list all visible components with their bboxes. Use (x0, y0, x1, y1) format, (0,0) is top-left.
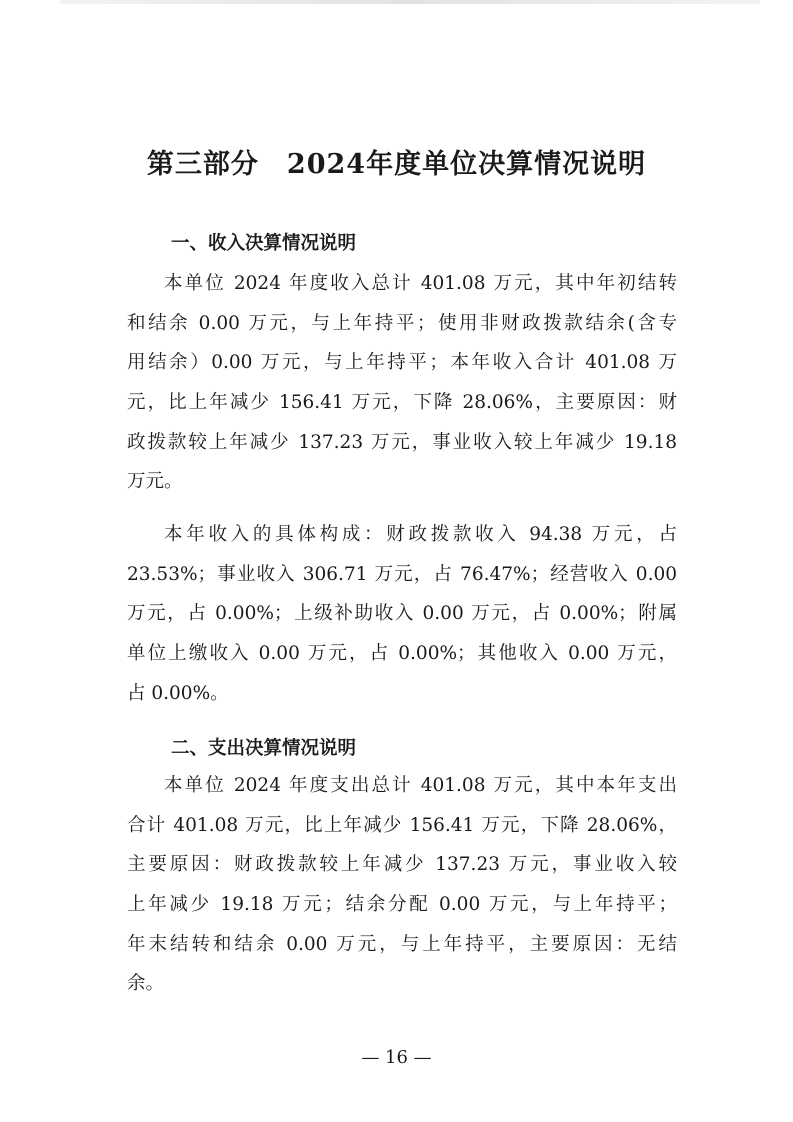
text-line: 主要原因：财政拨款较上年减少 137.23 万元，事业收入较 (127, 854, 677, 876)
text-line: 和结余 0.00 万元，与上年持平；使用非财政拨款结余(含专 (127, 312, 677, 334)
paragraph-income-composition (127, 515, 677, 713)
text-line: 本单位 2024 年度收入总计 401.08 万元，其中年初结转 (164, 273, 677, 294)
text-line: 单位上缴收入 0.00 万元，占 0.00%；其他收入 0.00 万元， (127, 643, 677, 665)
text-line: 元，比上年减少 156.41 万元，下降 28.06%，主要原因：财 (127, 392, 677, 414)
text-line: 本年收入的具体构成：财政拨款收入 94.38 万元，占 (164, 524, 677, 545)
text-line: 23.53%；事业收入 306.71 万元，占 76.47%；经营收入 0.00 (127, 563, 677, 585)
text-line: 用结余）0.00 万元，与上年持平；本年收入合计 401.08 万 (127, 352, 677, 374)
text-line: 年末结转和结余 0.00 万元，与上年持平，主要原因：无结 (127, 933, 677, 955)
section-heading-income: 一、收入决算情况说明 (171, 233, 357, 254)
text-line: 占 0.00%。 (127, 682, 229, 704)
text-line: 政拨款较上年减少 137.23 万元，事业收入较上年减少 19.18 (127, 431, 677, 453)
paragraph-expenditure-summary (127, 766, 677, 1004)
scan-top-edge (60, 0, 760, 4)
text-line: 合计 401.08 万元，比上年减少 156.41 万元，下降 28.06%， (127, 814, 677, 836)
paragraph-income-summary (127, 264, 677, 502)
page-number: — 16 — (361, 1047, 432, 1068)
section-heading-expenditure: 二、支出决算情况说明 (171, 738, 357, 759)
text-line: 上年减少 19.18 万元；结余分配 0.00 万元，与上年持平； (127, 894, 677, 916)
text-line: 万元，占 0.00%；上级补助收入 0.00 万元，占 0.00%；附属 (127, 603, 677, 625)
page-title: 第三部分 2024年度单位决算情况说明 (146, 149, 647, 180)
text-line: 余。 (127, 973, 165, 995)
text-line: 本单位 2024 年度支出总计 401.08 万元，其中本年支出 (164, 775, 677, 796)
text-line: 万元。 (127, 471, 183, 493)
